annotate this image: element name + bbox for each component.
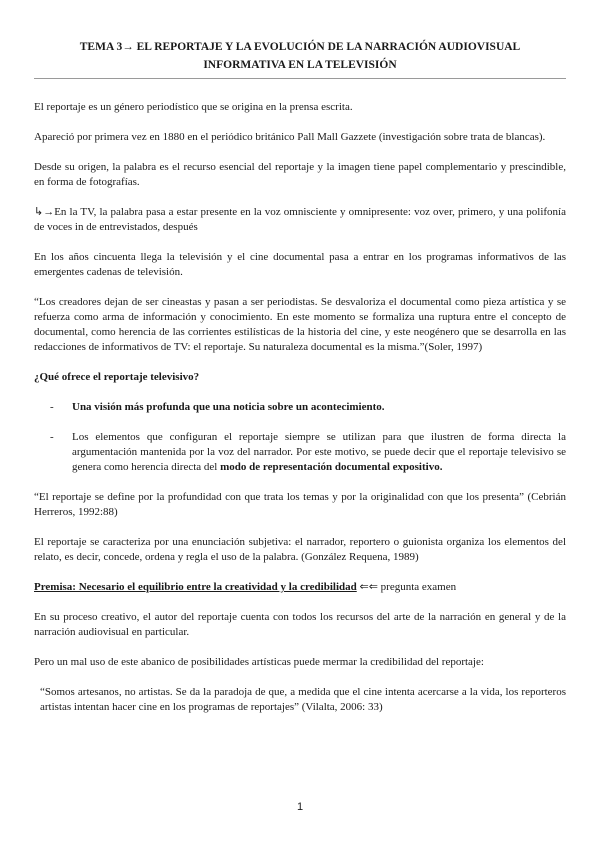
- paragraph-tv-voice: ↳→En la TV, la palabra pasa a estar presente en la voz omnisciente y omnipresente: voz over, primero, y una polifonía de voces in de entrevistados, después: [34, 206, 566, 233]
- list-item: [34, 430, 566, 475]
- paragraph-subjective: El reportaje se caracteriza por una enunciación subjetiva: el narrador, reportero o guionista organiza los elementos del relato, es decir, concede, ordena y regla el uso de la palabra. (González Requena, 1989): [34, 536, 566, 563]
- list-dash: -: [50, 431, 54, 443]
- list-item-text: Una visión más profunda que una noticia sobre un acontecimiento.: [72, 401, 385, 413]
- quote-cebrian: “El reportaje se define por la profundidad con que trata los temas y por la originalidad con que los presenta” (Cebrián Herreros, 1992:88): [34, 491, 566, 518]
- paragraph-fifties: En los años cincuenta llega la televisión y el cine documental pasa a entrar en los programas informativos de las emergentes cadenas de televisión.: [34, 251, 566, 278]
- quote-soler: “Los creadores dejan de ser cineastas y pasan a ser periodistas. Se desvaloriza el documental como pieza artística y se refuerza como arma de información y conocimiento. En este momento se formaliza una ruptura entre el concepto de documental, como herencia de las corrientes estilísticas de la historia del cine, y este neogénero que se desarrolla en las redacciones de informativos de TV: el reportaje. Su naturaleza documental es la misma.”(Soler, 1997): [34, 296, 566, 353]
- offer-list: [34, 400, 566, 475]
- premise-label: Premisa: Necesario el equilibrio entre la creatividad y la credibilidad: [34, 581, 357, 593]
- section-question: ¿Qué ofrece el reportaje televisivo?: [34, 371, 200, 383]
- paragraph-word-image: Desde su origen, la palabra es el recurso esencial del reportaje y la imagen tiene papel complementario y prescindible, en forma de fotografías.: [34, 161, 566, 188]
- quote-vilalta: “Somos artesanos, no artistas. Se da la paradoja de que, a medida que el cine intenta acercarse a la vida, los reporteros artistas intentan hacer cine en los programas de reportajes” (Vilalta, 2006: 33): [40, 686, 566, 713]
- list-item: [34, 400, 566, 415]
- page-number: 1: [296, 801, 304, 813]
- premise-line: [34, 580, 566, 595]
- paragraph-credibility: Pero un mal uso de este abanico de posibilidades artísticas puede mermar la credibilidad del reportaje:: [34, 656, 484, 668]
- title-divider: [34, 78, 566, 79]
- list-dash: -: [50, 401, 54, 413]
- document-page: [34, 30, 566, 715]
- premise-note: ⇐⇐ pregunta examen: [356, 581, 457, 593]
- list-item-emphasis: modo de representación documental expositivo.: [220, 461, 443, 473]
- paragraph-origin: Apareció por primera vez en 1880 en el periódico británico Pall Mall Gazzete (investigación sobre trata de blancas).: [34, 131, 546, 143]
- paragraph-intro: El reportaje es un género periodístico que se origina en la prensa escrita.: [34, 101, 353, 113]
- list-item-text: Los elementos que configuran el reportaje siempre se utilizan para que ilustren de forma directa la argumentación mantenida por la voz del narrador. Por este motivo, se puede decir que el reportaje televisivo se genera como herencia directa del: [72, 431, 566, 473]
- page-title: TEMA 3→ EL REPORTAJE Y LA EVOLUCIÓN DE LA NARRACIÓN AUDIOVISUAL INFORMATIVA EN LA TELEVISIÓN: [79, 41, 521, 71]
- paragraph-creative: En su proceso creativo, el autor del reportaje cuenta con todos los recursos del arte de la narración en general y de la narración audiovisual en particular.: [34, 611, 566, 638]
